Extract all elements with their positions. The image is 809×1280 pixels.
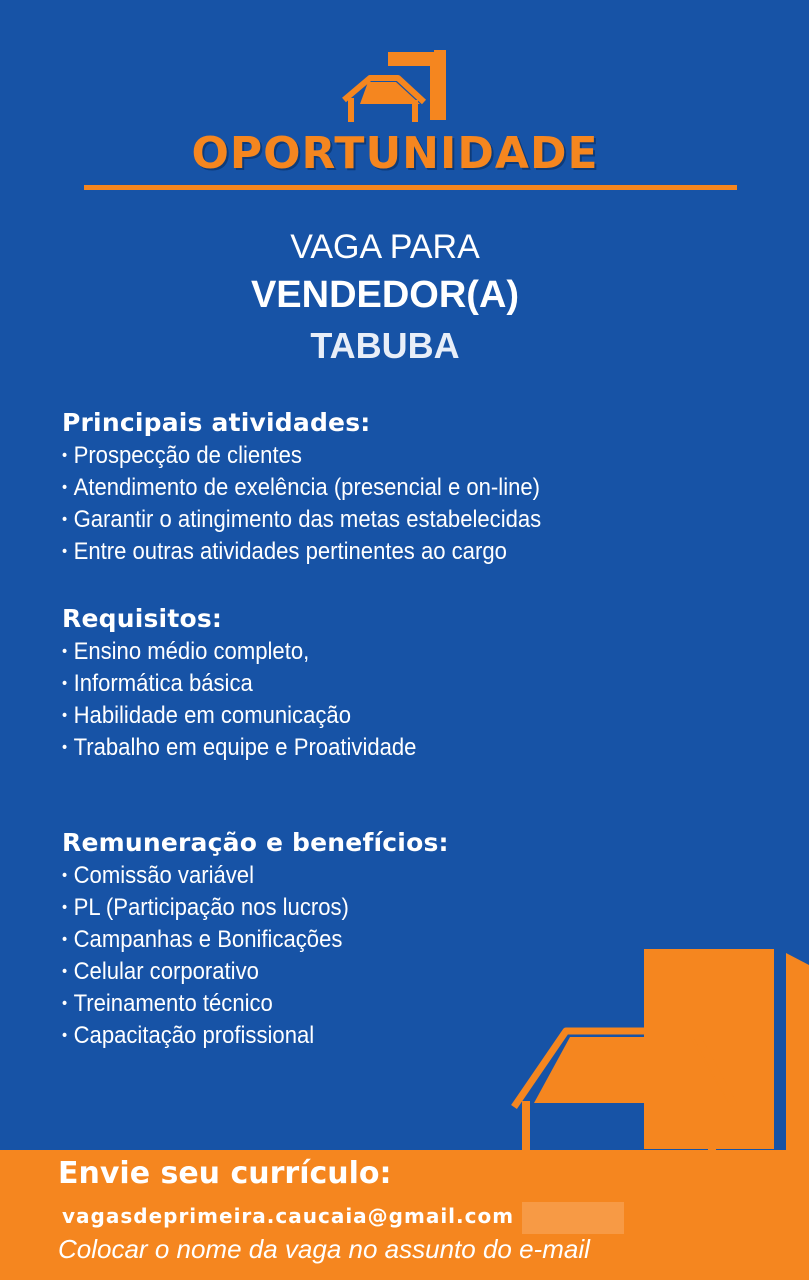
section-heading: Requisitos: bbox=[62, 604, 223, 633]
section-heading: Principais atividades: bbox=[62, 408, 371, 437]
section-requirements bbox=[62, 604, 662, 764]
email-address[interactable]: vagasdeprimeira.caucaia@gmail.com bbox=[62, 1204, 515, 1228]
list-item: • Entre outras atividades pertinentes ao cargo bbox=[62, 536, 614, 568]
title-divider bbox=[84, 185, 737, 190]
list-item: • Garantir o atingimento das metas estabelecidas bbox=[62, 504, 614, 536]
job-location: TABUBA bbox=[310, 325, 460, 366]
house-building-icon bbox=[338, 48, 450, 124]
activities-list bbox=[62, 440, 662, 568]
list-item: • PL (Participação nos lucros) bbox=[62, 892, 614, 924]
list-item: • Ensino médio completo, bbox=[62, 636, 614, 668]
job-title: VENDEDOR(A) bbox=[250, 274, 520, 316]
vaga-prefix: VAGA PARA bbox=[290, 228, 480, 266]
redaction-block bbox=[522, 1202, 624, 1234]
requirements-list bbox=[62, 636, 662, 764]
section-heading: Remuneração e benefícios: bbox=[62, 828, 449, 857]
section-activities bbox=[62, 408, 662, 568]
list-item: • Habilidade em comunicação bbox=[62, 700, 614, 732]
list-item: • Prospecção de clientes bbox=[62, 440, 614, 472]
house-building-decoration bbox=[510, 945, 809, 1151]
list-item: • Treinamento técnico bbox=[62, 988, 614, 1020]
list-item: • Trabalho em equipe e Proatividade bbox=[62, 732, 614, 764]
list-item: • Informática básica bbox=[62, 668, 614, 700]
list-item: • Celular corporativo bbox=[62, 956, 614, 988]
footer-note: Colocar o nome da vaga no assunto do e-mail bbox=[58, 1234, 590, 1264]
footer-title: Envie seu currículo: bbox=[58, 1156, 392, 1191]
brand-title: OPORTUNIDADE bbox=[191, 128, 599, 179]
footer-band bbox=[0, 1150, 809, 1280]
list-item: • Comissão variável bbox=[62, 860, 614, 892]
list-item: • Campanhas e Bonificações bbox=[62, 924, 614, 956]
list-item: • Atendimento de exelência (presencial e on-line) bbox=[62, 472, 614, 504]
list-item: • Capacitação profissional bbox=[62, 1020, 614, 1052]
